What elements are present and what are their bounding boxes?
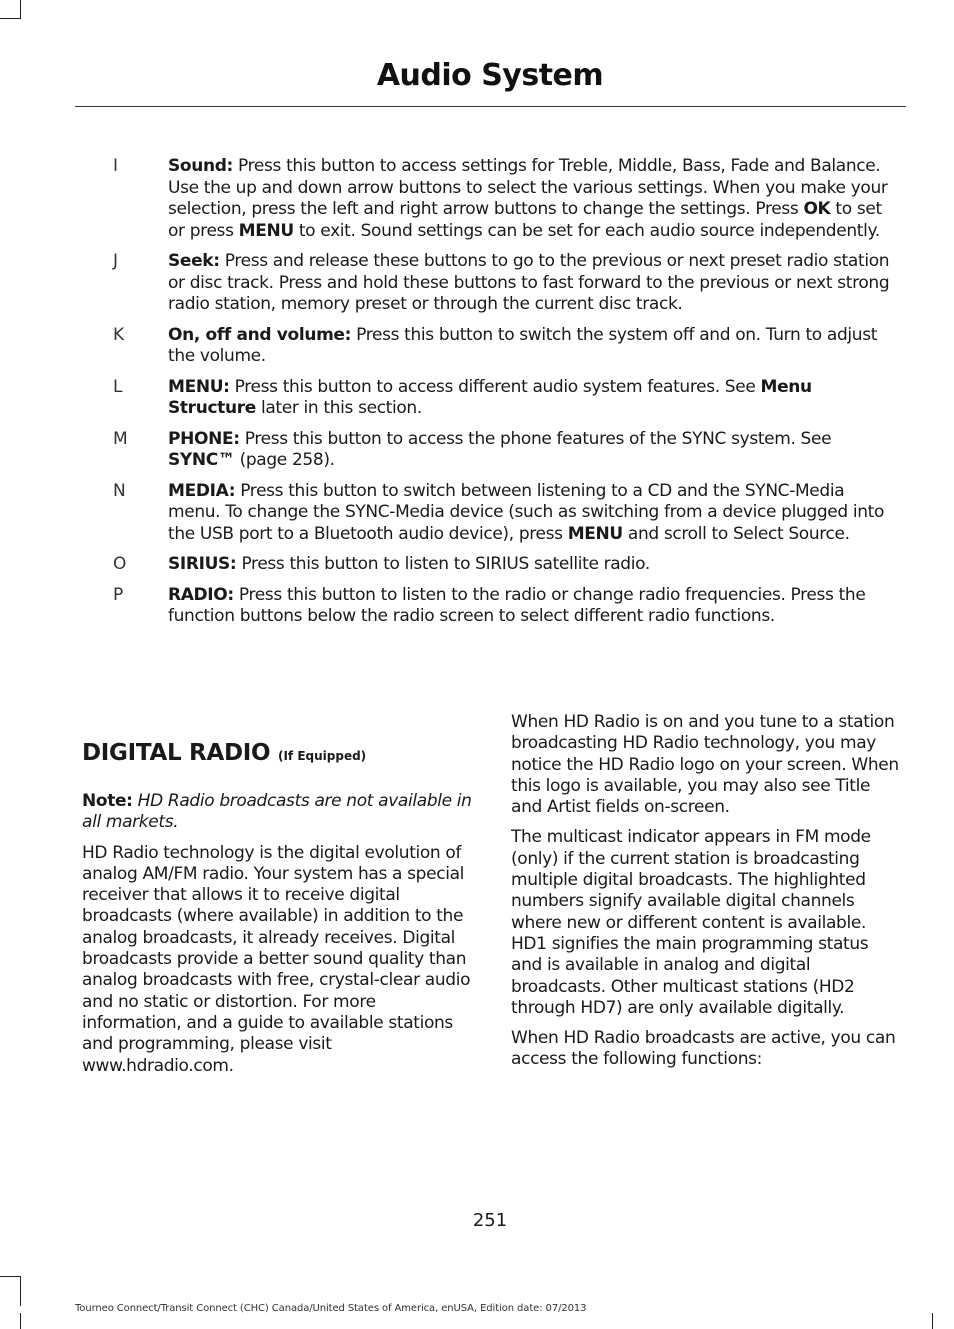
footer-text: Tourneo Connect/Transit Connect (CHC) Canada/United States of America, enUSA, Edition date: 07/2013	[75, 1303, 587, 1314]
section-heading: DIGITAL RADIO (If Equipped)	[82, 740, 367, 766]
menu-structure-link[interactable]: Menu Structure	[168, 376, 812, 418]
title-divider	[75, 106, 906, 107]
paragraph: HD Radio technology is the digital evolution of analog AM/FM radio. Your system has a special receiver that allows it to receive digital broadcasts (where available) in addition to the analog broadcasts, it already receives. Digital broadcasts provide a better sound quality than analog broadcasts with free, crystal-clear audio and no static or distortion. For more information, and a guide to available stations and programming, please visit www.hdradio.com.	[82, 842, 471, 1076]
definition-item	[100, 377, 900, 420]
right-column	[511, 712, 903, 1080]
crop-mark	[20, 1276, 21, 1306]
note: Note: HD Radio broadcasts are not available in all markets.	[82, 791, 472, 833]
page-title: Audio System	[376, 58, 604, 93]
definition-item	[100, 156, 900, 242]
sync-link[interactable]: SYNC™	[168, 450, 235, 470]
definition-text: RADIO: Press this button to listen to the radio or change radio frequencies. Press the function buttons below the radio screen to select different radio functions.	[168, 584, 866, 626]
definition-letter: I	[113, 156, 119, 176]
definition-text: Seek: Press and release these buttons to go to the previous or next preset radio station or disc track. Press and hold these buttons to fast forward to the previous or next strong radio station, memory preset or through the current disc track.	[168, 251, 890, 314]
definition-list	[100, 156, 900, 637]
definition-letter: N	[113, 480, 126, 501]
definition-text: SIRIUS: Press this button to listen to SIRIUS satellite radio.	[168, 554, 650, 574]
definition-text: MEDIA: Press this button to switch between listening to a CD and the SYNC-Media menu. To change the SYNC-Media device (such as switching from a device plugged into the USB port to a Bluetooth audio device), press MENU and scroll to Select Source.	[168, 480, 885, 544]
page-number: 251	[472, 1210, 508, 1231]
definition-item	[100, 251, 900, 316]
definition-text: PHONE: Press this button to access the phone features of the SYNC system. See SYNC™ (page 258).	[168, 428, 832, 470]
definition-text: On, off and volume: Press this button to switch the system off and on. Turn to adjust the volume.	[168, 324, 878, 366]
paragraph: The multicast indicator appears in FM mode (only) if the current station is broadcasting multiple digital broadcasts. The highlighted numbers signify available digital channels where new or different content is available. HD1 signifies the main programming status and is available in analog and digital broadcasts. Other multicast stations (HD2 through HD7) are only available digitally.	[511, 827, 871, 1018]
definition-letter: L	[113, 376, 123, 397]
definition-item	[100, 585, 900, 628]
definition-text: MENU: Press this button to access different audio system features. See Menu Structure later in this section.	[168, 376, 812, 418]
crop-mark	[20, 1313, 21, 1329]
left-column	[82, 738, 474, 1086]
definition-letter: J	[113, 251, 119, 271]
definition-letter: O	[113, 554, 127, 574]
definition-letter: K	[113, 324, 125, 345]
crop-mark	[932, 1313, 933, 1329]
definition-item	[100, 325, 900, 368]
definition-letter: P	[113, 584, 124, 605]
crop-mark	[0, 18, 20, 19]
definition-letter: M	[113, 428, 128, 449]
paragraph: When HD Radio broadcasts are active, you can access the following functions:	[511, 1028, 896, 1070]
crop-mark	[20, 0, 21, 19]
definition-text: Sound: Press this button to access settings for Treble, Middle, Bass, Fade and Balance. Use the up and down arrow buttons to select the various settings. When you make your selection, press the left and right arrow buttons to change the settings. Press OK to set or press MENU to exit. Sound settings can be set for each audio source independently.	[168, 156, 888, 241]
crop-mark	[0, 1276, 20, 1277]
definition-item	[100, 481, 900, 546]
paragraph: When HD Radio is on and you tune to a station broadcasting HD Radio technology, you may notice the HD Radio logo on your screen. When this logo is available, you may also see Title and Artist fields on-screen.	[511, 712, 899, 818]
section-heading-suffix: (If Equipped)	[277, 749, 367, 763]
definition-item	[100, 554, 900, 576]
definition-item	[100, 429, 900, 472]
